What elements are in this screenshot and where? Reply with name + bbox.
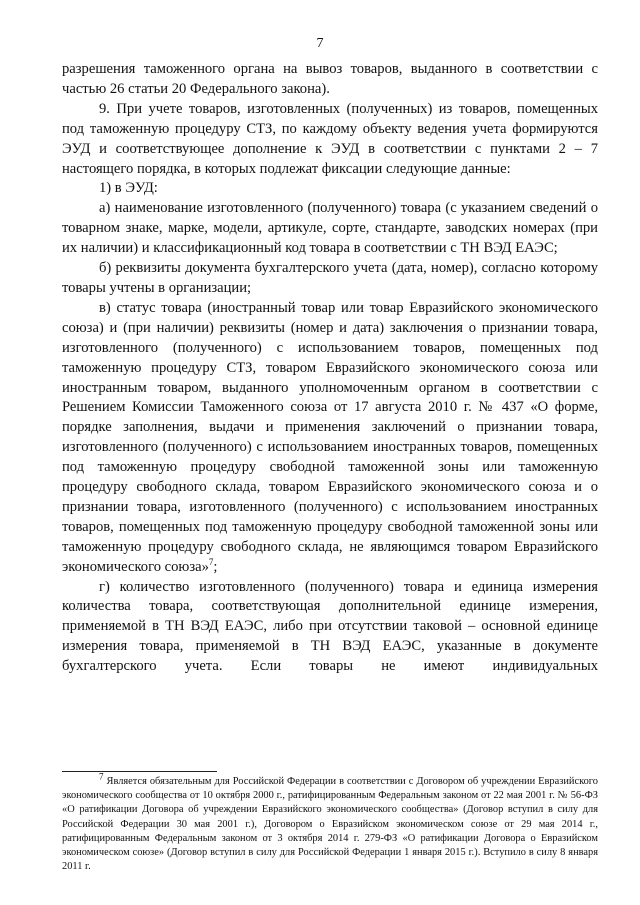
paragraph-subitem-b: б) реквизиты документа бухгалтерского учета (дата, номер), согласно которому товары учтены в организации;	[62, 260, 598, 296]
document-body	[62, 60, 598, 677]
page-number: 7	[316, 36, 324, 51]
paragraph-subitem-1: 1) в ЭУД:	[99, 180, 158, 197]
footnote-paragraph	[62, 771, 598, 874]
paragraph-subitem-g: г) количество изготовленного (полученного) товара и единица измерения количества товара, соответствующая дополнительной единице измерения, применяемой в ТН ВЭД ЕАЭС, либо при отсутствии таковой – основной единице измерения товара, применяемой в ТН ВЭД ЕАЭС, указанные в документе бухгалтерского учета. Если товары не имеют индивидуальных	[62, 578, 598, 675]
paragraph-subitem-a: а) наименование изготовленного (полученного) товара (с указанием сведений о товарном знаке, марке, модели, артикуле, сорте, стандарте, заводских номерах (при их наличии) и классификационный код товара в соответствии с ТН ВЭД ЕАЭС;	[62, 200, 598, 257]
footnote-marker: 7	[99, 771, 104, 782]
paragraph-continuation: разрешения таможенного органа на вывоз товаров, выданного в соответствии с частью 26 статьи 20 Федерального закона).	[62, 61, 598, 97]
paragraph-subitem-v: в) статус товара (иностранный товар или товар Евразийского экономического союза) и (при наличии) реквизиты (номер и дата) заключения о признании товара, изготовленного (полученного) с использованием товаров, помещенных под таможенную процедуру СТЗ, товаром Евразийского экономического союза или иностранным товаром, выданного уполномоченным органом в соответствии с Решением Комиссии Таможенного союза от 17 августа 2010 г. № 437 «О форме, порядке заполнения, выдачи и применения заключений о признании товара, изготовленного (полученного) с использованием иностранных товаров, помещенных под таможенную процедуру свободной таможенной зоны или таможенную процедуру свободного склада, товаром Евразийского экономического союза и о признании товара, изготовленного (полученного) с использованием иностранных товаров, помещенных под таможенную процедуру свободной таможенной зоны или таможенную процедуру свободного склада, не являющимся товаром Евразийского экономического союза»$^7$;	[62, 299, 598, 575]
footnote-text: Является обязательным для Российской Федерации в соответствии с Договором об учреждении Евразийского экономического сообщества от 10 октября 2000 г., ратифицированным Федеральным законом от 22 мая 2001 г. № 56-ФЗ «О ратификации Договора об учреждении Евразийского экономического сообщества» (Договор вступил в силу для Российской Федерации 30 мая 2001 г.), Договором о Евразийском экономическом союзе от 29 мая 2014 г., ратифицированным Федеральным законом от 3 октября 2014 г. 279-ФЗ «О ратификации Договора о Евразийском экономическом союзе» (Договор вступил в силу для Российской Федерации 1 января 2015 г.). Вступило в силу 8 января 2011 г.	[62, 776, 598, 873]
footnote	[62, 771, 598, 874]
footnote-divider	[62, 771, 217, 772]
paragraph-item-9: 9. При учете товаров, изготовленных (полученных) из товаров, помещенных под таможенную процедуру СТЗ, по каждому объекту ведения учета формируются ЭУД и соответствующее дополнение к ЭУД в соответствии с пунктами 2 – 7 настоящего порядка, в которых подлежат фиксации следующие данные:	[62, 100, 598, 177]
footnote-reference[interactable]: 7	[208, 556, 214, 567]
